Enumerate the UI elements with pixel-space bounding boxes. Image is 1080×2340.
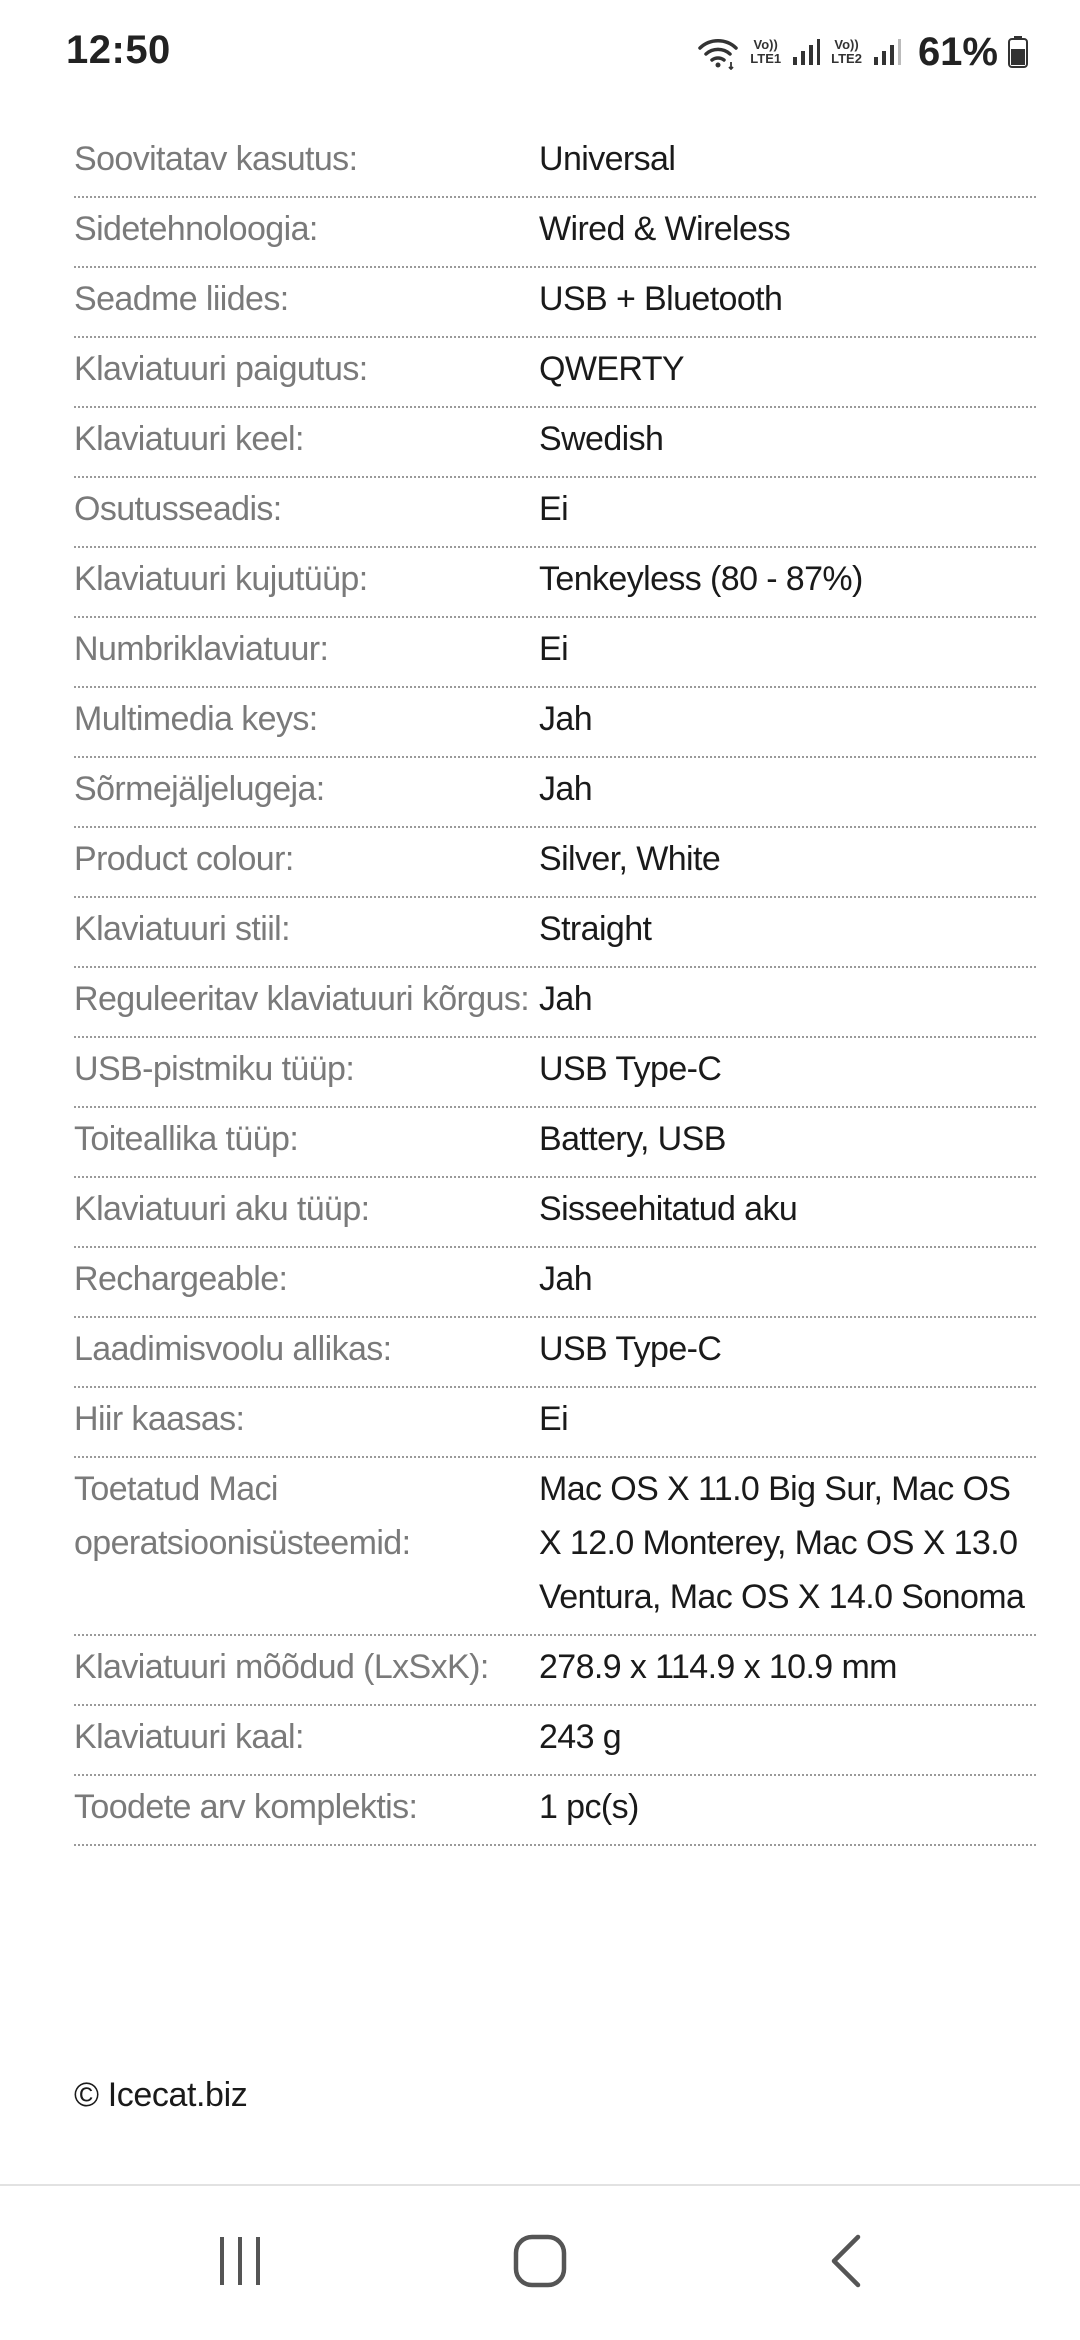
spec-value: Ei <box>539 630 569 668</box>
battery-percent: 61% <box>917 29 998 74</box>
spec-label: Hiir kaasas: <box>74 1400 245 1438</box>
spec-value: Jah <box>539 1260 593 1298</box>
spec-row <box>74 1706 1036 1776</box>
spec-value: 243 g <box>539 1718 622 1756</box>
spec-value: Battery, USB <box>539 1120 726 1158</box>
home-button[interactable] <box>460 2186 620 2340</box>
spec-label: Toodete arv komplektis: <box>74 1788 418 1826</box>
spec-label: Soovitatav kasutus: <box>74 140 358 178</box>
spec-row <box>74 268 1036 338</box>
spec-label: Multimedia keys: <box>74 700 318 738</box>
spec-value: Mac OS X 11.0 Big Sur, Mac OS X 12.0 Monterey, Mac OS X 13.0 Ventura, Mac OS X 14.0 Sonoma <box>539 1470 1025 1616</box>
sim2-lte-indicator <box>831 38 862 66</box>
spec-label: Toetatud Maci operatsioonisüsteemid: <box>74 1470 411 1562</box>
spec-row <box>74 1388 1036 1458</box>
spec-value: Tenkeyless (80 - 87%) <box>539 560 863 598</box>
spec-row <box>74 338 1036 408</box>
spec-label: Laadimisvoolu allikas: <box>74 1330 392 1368</box>
specifications-table <box>74 128 1036 1846</box>
signal-icon-sim2 <box>872 37 902 67</box>
spec-label: Rechargeable: <box>74 1260 288 1298</box>
spec-row <box>74 898 1036 968</box>
spec-label: Klaviatuuri mõõdud (LxSxK): <box>74 1648 489 1686</box>
spec-row <box>74 1108 1036 1178</box>
spec-value: USB + Bluetooth <box>539 280 783 318</box>
spec-value: Jah <box>539 770 593 808</box>
spec-value: 278.9 x 114.9 x 10.9 mm <box>539 1648 897 1686</box>
spec-label: Klaviatuuri paigutus: <box>74 350 368 388</box>
back-icon <box>826 2233 866 2294</box>
recents-icon <box>214 2235 266 2292</box>
spec-label: Numbriklaviatuur: <box>74 630 329 668</box>
spec-value: Sisseehitatud aku <box>539 1190 798 1228</box>
spec-value: Jah <box>539 980 593 1018</box>
spec-value: Ei <box>539 490 569 528</box>
spec-row <box>74 1636 1036 1706</box>
spec-value: USB Type-C <box>539 1050 722 1088</box>
spec-label: Toiteallika tüüp: <box>74 1120 299 1158</box>
spec-value: Straight <box>539 910 652 948</box>
spec-row <box>74 478 1036 548</box>
spec-label: Klaviatuuri kujutüüp: <box>74 560 368 598</box>
sim2-lte-label: LTE2 <box>831 51 862 66</box>
spec-row <box>74 548 1036 618</box>
back-button[interactable] <box>766 2186 926 2340</box>
sim2-volte-label: Vo)) <box>834 37 859 52</box>
spec-label: Seadme liides: <box>74 280 289 318</box>
spec-row <box>74 1458 1036 1636</box>
spec-row <box>74 128 1036 198</box>
spec-label: Klaviatuuri stiil: <box>74 910 290 948</box>
spec-label: Klaviatuuri kaal: <box>74 1718 304 1756</box>
spec-label: Klaviatuuri keel: <box>74 420 304 458</box>
spec-label: Osutusseadis: <box>74 490 282 528</box>
spec-label: Klaviatuuri aku tüüp: <box>74 1190 370 1228</box>
spec-row <box>74 1038 1036 1108</box>
status-icons <box>696 30 1028 74</box>
spec-value: USB Type-C <box>539 1330 722 1368</box>
status-bar <box>0 0 1080 100</box>
spec-value: Silver, White <box>539 840 721 878</box>
copyright-text: © Icecat.biz <box>74 2076 248 2114</box>
spec-value: Wired & Wireless <box>539 210 791 248</box>
spec-value: Swedish <box>539 420 664 458</box>
wifi-icon <box>696 34 740 70</box>
sim1-volte-label: Vo)) <box>753 37 778 52</box>
spec-label: Sõrmejäljelugeja: <box>74 770 325 808</box>
spec-row <box>74 758 1036 828</box>
sim1-lte-indicator <box>750 38 781 66</box>
signal-icon-sim1 <box>791 37 821 67</box>
spec-row <box>74 198 1036 268</box>
spec-label: Reguleeritav klaviatuuri kõrgus: <box>74 980 530 1018</box>
spec-value: 1 pc(s) <box>539 1788 639 1826</box>
sim1-lte-label: LTE1 <box>750 51 782 66</box>
spec-row <box>74 1178 1036 1248</box>
spec-label: Sidetehnoloogia: <box>74 210 318 248</box>
spec-row <box>74 688 1036 758</box>
recents-button[interactable] <box>160 2186 320 2340</box>
spec-row <box>74 1318 1036 1388</box>
spec-row <box>74 408 1036 478</box>
spec-row <box>74 1776 1036 1846</box>
spec-value: QWERTY <box>539 350 685 388</box>
spec-row <box>74 968 1036 1038</box>
spec-label: USB-pistmiku tüüp: <box>74 1050 355 1088</box>
spec-value: Ei <box>539 1400 569 1438</box>
home-icon <box>512 2233 568 2294</box>
spec-row <box>74 1248 1036 1318</box>
battery-icon <box>1008 36 1028 68</box>
spec-row <box>74 828 1036 898</box>
system-navigation-bar <box>0 2186 1080 2340</box>
spec-label: Product colour: <box>74 840 294 878</box>
status-time: 12:50 <box>66 28 171 72</box>
spec-value: Jah <box>539 700 593 738</box>
spec-row <box>74 618 1036 688</box>
spec-value: Universal <box>539 140 676 178</box>
